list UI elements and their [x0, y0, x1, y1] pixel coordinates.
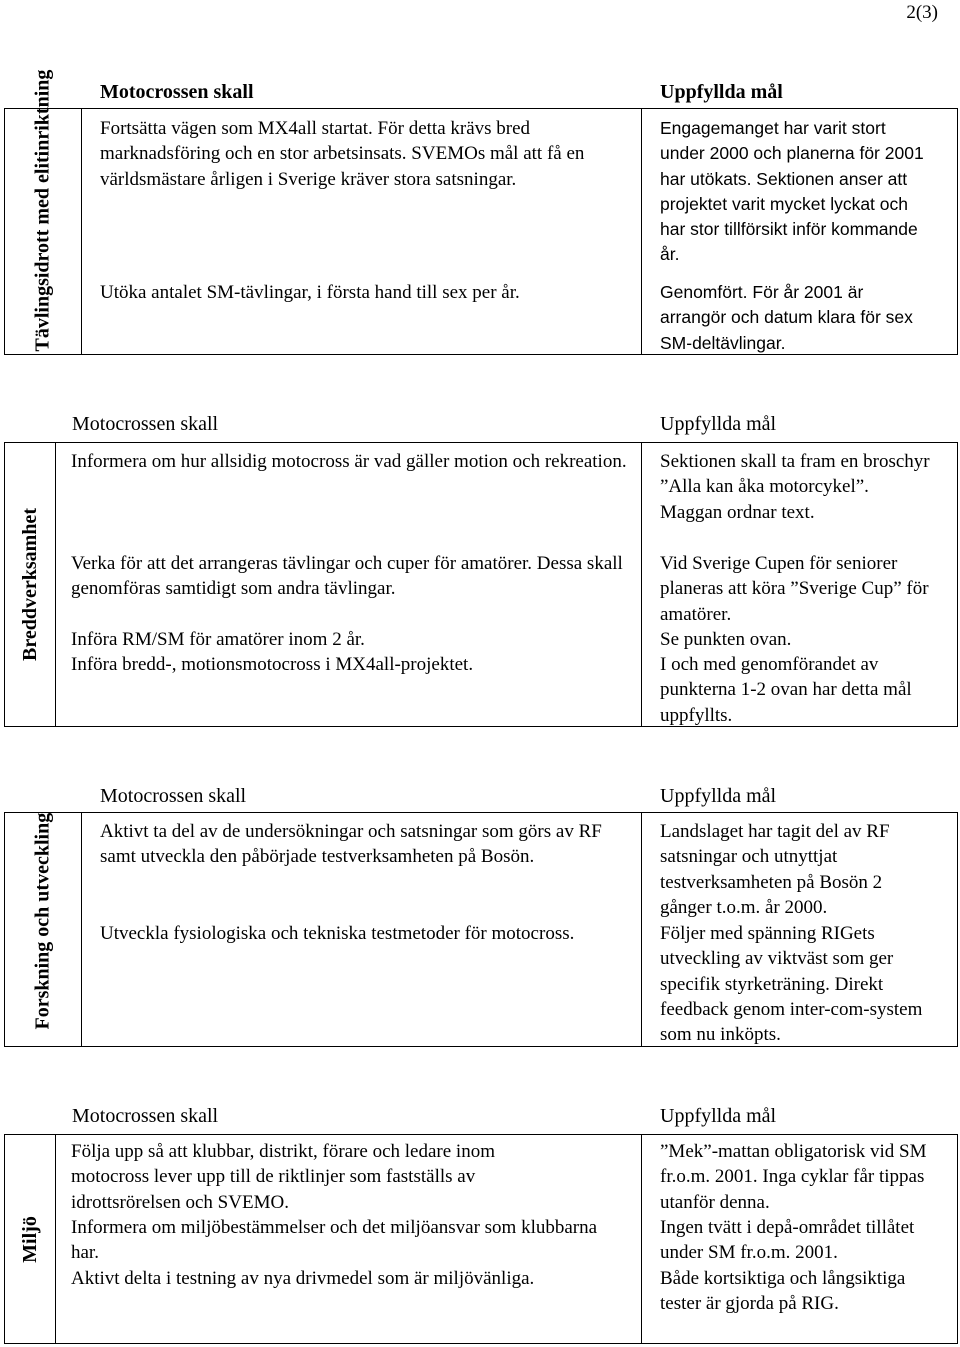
- section-2-divider-2: [641, 443, 642, 726]
- section-2-right-item-4: I och med genomförandet av punkterna 1-2 ovan har detta mål uppfyllts.: [660, 654, 912, 726]
- section-2-left-item-1: Informera om hur allsidig motocross är vad gäller motion och rekreation.: [71, 451, 627, 472]
- section-3-right-item-1: Landslaget har tagit del av RF satsningar och utnyttjat testverksamheten på Bosön 2 gånger t.o.m. år 2000.: [660, 821, 890, 918]
- section-4-left-item-3: Aktivt delta i testning av nya drivmedel som är miljövänliga.: [71, 1268, 535, 1289]
- section-4-divider-2: [641, 1135, 642, 1343]
- section-2-divider-1: [55, 443, 56, 726]
- section-2-right-item-2: Vid Sverige Cupen för seniorer planeras att köra ”Sverige Cup” för amatörer.: [660, 553, 929, 625]
- section-2-right-item-1: Sektionen skall ta fram en broschyr ”Alla kan åka motorcykel”. Maggan ordnar text.: [660, 451, 930, 523]
- section-2-left-item-2: Verka för att det arrangeras tävlingar och cuper för amatörer. Dessa skall genomföras samtidigt som andra tävlingar.: [71, 553, 623, 600]
- section-3-left-item-2: Utveckla fysiologiska och tekniska testmetoder för motocross.: [100, 923, 575, 944]
- section-1-left-item-2: Utöka antalet SM-tävlingar, i första hand till sex per år.: [100, 282, 520, 303]
- section-2-side-label: Breddverksamhet: [18, 508, 41, 661]
- section-2-right-header: Uppfyllda mål: [660, 413, 777, 435]
- section-1-side: [5, 69, 81, 354]
- section-3-left-item-1: Aktivt ta del av de undersökningar och satsningar som görs av RF samt utveckla den påbörjade testverksamheten på Bosön.: [100, 821, 602, 868]
- section-1-divider-1: [81, 109, 82, 354]
- section-4-left-item-1: Följa upp så att klubbar, distrikt, förare och ledare inom motocross lever upp till de riktlinjer som fastställs av idrottsrörelsen och SVEMO.: [71, 1141, 495, 1213]
- section-2-side: [5, 443, 55, 726]
- section-1-right-header: Uppfyllda mål: [660, 81, 783, 103]
- section-1-left-header: Motocrossen skall: [100, 81, 254, 103]
- section-4-left-header: Motocrossen skall: [72, 1105, 219, 1127]
- section-4-right-header: Uppfyllda mål: [660, 1105, 777, 1127]
- section-3-left-header: Motocrossen skall: [100, 785, 247, 807]
- section-3-right-header: Uppfyllda mål: [660, 785, 777, 807]
- section-1-divider-2: [641, 109, 642, 354]
- section-1-right-item-1: Engagemanget har varit stort under 2000 och planerna för 2001 har utökats. Sektionen anser att projektet varit mycket lyckat och har stor tillförsikt inför kommande år.: [660, 118, 924, 265]
- section-4-right-item-3: Både kortsiktiga och långsiktiga tester är gjorda på RIG.: [660, 1268, 906, 1315]
- section-4-side: [5, 1135, 55, 1343]
- section-4-right-item-1: ”Mek”-mattan obligatorisk vid SM fr.o.m. 2001. Inga cyklar får tippas utanför denna.: [660, 1141, 927, 1213]
- section-2-left-item-4: Införa bredd-, motionsmotocross i MX4all-projektet.: [71, 654, 474, 675]
- section-4-divider-1: [55, 1135, 56, 1343]
- section-2-left-header: Motocrossen skall: [72, 413, 219, 435]
- section-1-side-label: Tävlingsidrott med elitinriktning: [31, 69, 54, 352]
- section-3-table: [4, 812, 958, 1047]
- section-4-side-label: Miljö: [18, 1215, 41, 1263]
- section-2-table: [4, 442, 958, 727]
- section-4-left-item-2: Informera om miljöbestämmelser och det miljöansvar som klubbarna har.: [71, 1217, 598, 1264]
- section-2-right-item-3: Se punkten ovan.: [660, 629, 792, 650]
- section-1-right-item-2: Genomfört. För år 2001 är arrangör och datum klara för sex SM-deltävlingar.: [660, 282, 913, 353]
- section-1-left-item-1: Fortsätta vägen som MX4all startat. För detta krävs bred marknadsföring och en stor arbetsinsats. SVEMOs mål att få en världsmästare årligen i Sverige kräver stora satsningar.: [100, 118, 585, 190]
- section-3-side: [5, 813, 81, 1046]
- section-4-table: [4, 1134, 958, 1344]
- section-3-side-label: Forskning och utveckling: [31, 812, 54, 1030]
- section-2-left-item-3: Införa RM/SM för amatörer inom 2 år.: [71, 629, 365, 650]
- section-3-divider-2: [641, 813, 642, 1046]
- section-4-right-item-2: Ingen tvätt i depå-området tillåtet under SM fr.o.m. 2001.: [660, 1217, 915, 1264]
- page-number: 2(3): [906, 2, 938, 23]
- section-3-divider-1: [81, 813, 82, 1046]
- section-3-right-item-2: Följer med spänning RIGets utveckling av viktväst som ger specifik styrketräning. Direkt feedback genom inter-com-system som nu inköpts.: [660, 923, 923, 1046]
